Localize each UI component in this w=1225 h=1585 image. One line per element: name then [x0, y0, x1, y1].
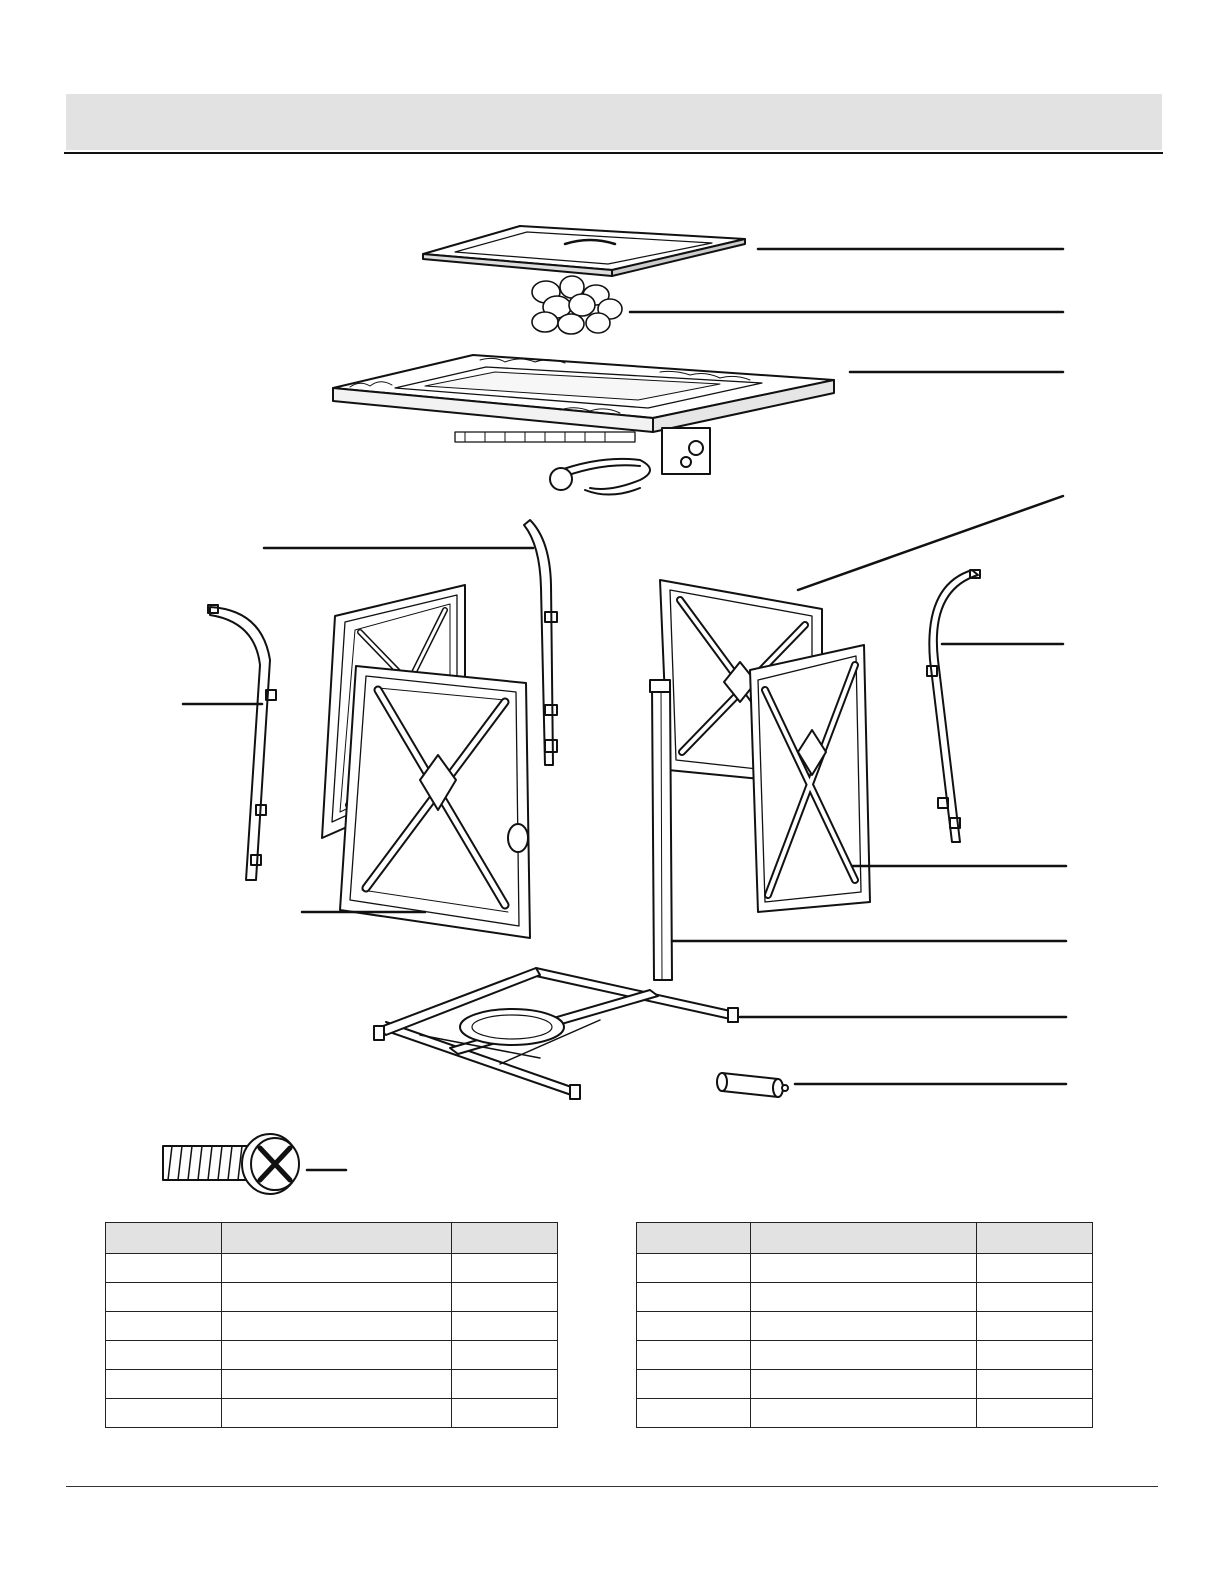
table-row: [637, 1283, 1093, 1312]
table-cell: [452, 1370, 558, 1399]
table-cell: [106, 1254, 222, 1283]
table-row: [106, 1254, 558, 1283]
column-header: [452, 1223, 558, 1254]
column-header: [751, 1223, 977, 1254]
table-row: [637, 1341, 1093, 1370]
table-header-row: [106, 1223, 558, 1254]
fire-pit-lid: [423, 226, 1063, 276]
table-cell: [751, 1399, 977, 1428]
battery: [717, 1073, 1066, 1097]
table-row: [106, 1399, 558, 1428]
table-cell: [977, 1341, 1093, 1370]
table-cell: [751, 1254, 977, 1283]
left-leg: [183, 605, 276, 880]
table-cell: [977, 1370, 1093, 1399]
table-cell: [222, 1312, 452, 1341]
table-row: [637, 1370, 1093, 1399]
table-cell: [751, 1283, 977, 1312]
table-cell: [106, 1399, 222, 1428]
table-cell: [106, 1312, 222, 1341]
table-cell: [452, 1312, 558, 1341]
table-cell: [751, 1312, 977, 1341]
table-cell: [452, 1283, 558, 1312]
column-header: [106, 1223, 222, 1254]
right-leg: [927, 570, 1063, 842]
table-cell: [452, 1341, 558, 1370]
bolt: [163, 1134, 346, 1194]
table-cell: [222, 1370, 452, 1399]
table-cell: [222, 1254, 452, 1283]
column-header: [977, 1223, 1093, 1254]
table-row: [637, 1399, 1093, 1428]
burner-tabletop: [333, 355, 1063, 495]
table-row: [106, 1283, 558, 1312]
table-cell: [222, 1341, 452, 1370]
column-header: [222, 1223, 452, 1254]
table-cell: [977, 1312, 1093, 1341]
lava-rocks: [532, 276, 1063, 334]
table-cell: [977, 1399, 1093, 1428]
right-front-panel: [750, 645, 1066, 912]
parts-table-right: [636, 1222, 1093, 1428]
table-cell: [452, 1399, 558, 1428]
table-cell: [637, 1370, 751, 1399]
parts-table-left: [105, 1222, 558, 1428]
footer-divider: [66, 1486, 1158, 1487]
table-cell: [637, 1254, 751, 1283]
table-row: [637, 1254, 1093, 1283]
table-cell: [751, 1341, 977, 1370]
table-row: [106, 1312, 558, 1341]
table-row: [106, 1370, 558, 1399]
table-cell: [637, 1283, 751, 1312]
column-header: [637, 1223, 751, 1254]
table-cell: [106, 1370, 222, 1399]
table-cell: [106, 1341, 222, 1370]
table-cell: [637, 1312, 751, 1341]
table-row: [106, 1341, 558, 1370]
table-cell: [106, 1283, 222, 1312]
table-cell: [751, 1370, 977, 1399]
table-row: [637, 1312, 1093, 1341]
table-cell: [637, 1341, 751, 1370]
table-cell: [222, 1399, 452, 1428]
table-cell: [977, 1254, 1093, 1283]
table-cell: [222, 1283, 452, 1312]
table-cell: [637, 1399, 751, 1428]
table-cell: [452, 1254, 558, 1283]
table-cell: [977, 1283, 1093, 1312]
table-header-row: [637, 1223, 1093, 1254]
